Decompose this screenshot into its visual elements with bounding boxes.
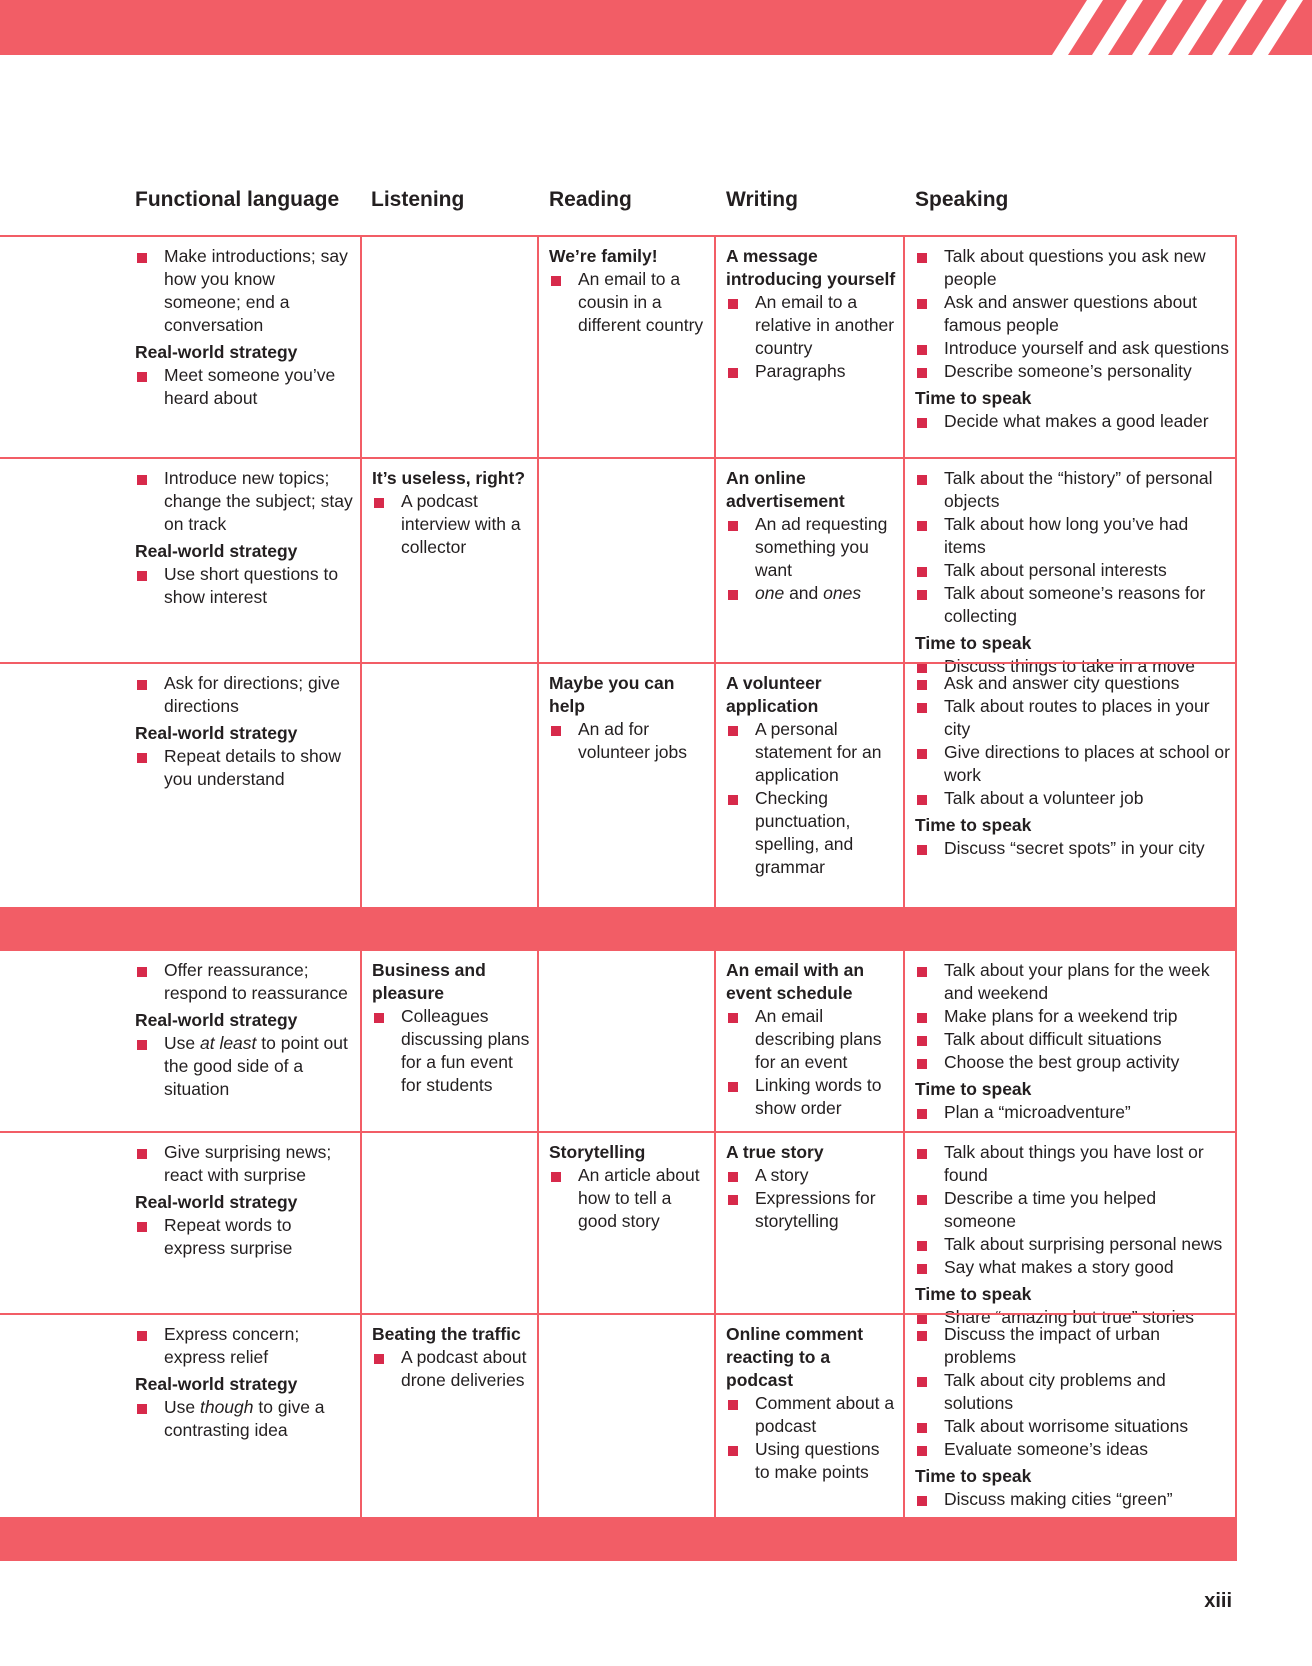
cell-listening bbox=[361, 237, 537, 457]
speaking-list bbox=[915, 959, 1230, 1074]
text-run: Use bbox=[164, 1033, 200, 1053]
bullet-item: A story bbox=[726, 1164, 897, 1187]
bullet-item: Share “amazing but true” stories bbox=[915, 1306, 1230, 1329]
text-run: though bbox=[199, 1397, 254, 1417]
strategy-label: Real-world strategy bbox=[135, 342, 298, 362]
listening-list bbox=[372, 1005, 531, 1097]
cell-writing bbox=[715, 1315, 903, 1517]
cell-writing bbox=[715, 459, 903, 662]
header-writing: Writing bbox=[726, 188, 798, 211]
bullet-item: Talk about personal interests bbox=[915, 559, 1230, 582]
strategy-list bbox=[135, 563, 354, 609]
header-speaking: Speaking bbox=[915, 188, 1009, 211]
listening-list bbox=[372, 490, 531, 559]
functional-list bbox=[135, 959, 354, 1005]
time-to-speak-label: Time to speak bbox=[915, 1079, 1032, 1099]
time-to-speak-list bbox=[915, 1101, 1230, 1124]
text-run: Meet someone you’ve heard about bbox=[164, 365, 336, 408]
reading-list bbox=[549, 268, 708, 337]
time-to-speak-label: Time to speak bbox=[915, 1284, 1032, 1304]
writing-title: Online comment reacting to a podcast bbox=[726, 1324, 864, 1390]
bullet-item: Talk about worrisome situations bbox=[915, 1415, 1230, 1438]
table-row bbox=[0, 949, 1237, 1131]
cell-writing bbox=[715, 664, 903, 907]
strategy-list bbox=[135, 364, 354, 410]
functional-list bbox=[135, 672, 354, 718]
bullet-item: Choose the best group activity bbox=[915, 1051, 1230, 1074]
strategy-list bbox=[135, 745, 354, 791]
functional-list bbox=[135, 1141, 354, 1187]
bullet-item: Discuss making cities “green” bbox=[915, 1488, 1230, 1511]
bullet-item: Talk about questions you ask new people bbox=[915, 245, 1230, 291]
time-to-speak-list bbox=[915, 410, 1230, 433]
bullet-item: A podcast interview with a collector bbox=[372, 490, 531, 559]
bullet-item: Talk about someone’s reasons for collecting bbox=[915, 582, 1230, 628]
cell-speaking bbox=[904, 1133, 1236, 1327]
cell-listening bbox=[361, 1315, 537, 1517]
cell-functional-language bbox=[125, 237, 360, 457]
strategy-label: Real-world strategy bbox=[135, 723, 298, 743]
cell-speaking bbox=[904, 237, 1236, 457]
cell-functional-language bbox=[125, 951, 360, 1131]
strategy-label: Real-world strategy bbox=[135, 541, 298, 561]
bullet-item: Give directions to places at school or work bbox=[915, 741, 1230, 787]
diagonal-stripes-decoration bbox=[1032, 0, 1312, 55]
bullet-item: Talk about difficult situations bbox=[915, 1028, 1230, 1051]
speaking-list bbox=[915, 1141, 1230, 1279]
bullet-item: Decide what makes a good leader bbox=[915, 410, 1230, 433]
bullet-item: Talk about routes to places in your city bbox=[915, 695, 1230, 741]
bullet-item: Give surprising news; react with surprise bbox=[135, 1141, 354, 1187]
bullet-item: Comment about a podcast bbox=[726, 1392, 897, 1438]
bullet-item: Checking punctuation, spelling, and grammar bbox=[726, 787, 897, 879]
bullet-item: A podcast about drone deliveries bbox=[372, 1346, 531, 1392]
reading-title: Maybe you can help bbox=[549, 673, 675, 716]
speaking-list bbox=[915, 245, 1230, 383]
strategy-label: Real-world strategy bbox=[135, 1192, 298, 1212]
bullet-item: Discuss “secret spots” in your city bbox=[915, 837, 1230, 860]
table-row bbox=[0, 662, 1237, 907]
column-headers bbox=[0, 188, 1240, 218]
functional-list bbox=[135, 245, 354, 337]
bullet-item bbox=[726, 582, 897, 605]
text-run: Repeat words to express surprise bbox=[164, 1215, 293, 1258]
cell-listening bbox=[361, 1133, 537, 1313]
strategy-list bbox=[135, 1396, 354, 1442]
bullet-item: Introduce new topics; change the subject; stay on track bbox=[135, 467, 354, 536]
speaking-list bbox=[915, 1323, 1230, 1461]
header-functional-language: Functional language bbox=[135, 188, 340, 211]
time-to-speak-list bbox=[915, 1488, 1230, 1511]
bullet-item: An email to a cousin in a different country bbox=[549, 268, 708, 337]
bullet-item: Talk about a volunteer job bbox=[915, 787, 1230, 810]
bullet-item: Discuss things to take in a move bbox=[915, 655, 1230, 678]
cell-functional-language bbox=[125, 664, 360, 907]
cell-functional-language bbox=[125, 1133, 360, 1313]
bullet-item: Paragraphs bbox=[726, 360, 897, 383]
bullet-item: Talk about surprising personal news bbox=[915, 1233, 1230, 1256]
text-run: ones bbox=[823, 583, 862, 603]
cell-reading bbox=[538, 664, 714, 907]
cell-speaking bbox=[904, 459, 1236, 676]
functional-list bbox=[135, 467, 354, 536]
strategy-label: Real-world strategy bbox=[135, 1374, 298, 1394]
bullet-item: Linking words to show order bbox=[726, 1074, 897, 1120]
cell-reading bbox=[538, 1315, 714, 1517]
writing-title: A message introducing yourself bbox=[726, 246, 896, 289]
bullet-item: Talk about city problems and solutions bbox=[915, 1369, 1230, 1415]
time-to-speak-label: Time to speak bbox=[915, 815, 1032, 835]
bullet-item bbox=[135, 1214, 354, 1260]
writing-list bbox=[726, 1005, 897, 1120]
text-run: and bbox=[784, 583, 824, 603]
bullet-item: Describe a time you helped someone bbox=[915, 1187, 1230, 1233]
strategy-list bbox=[135, 1032, 354, 1101]
functional-list bbox=[135, 1323, 354, 1369]
bullet-item: Talk about the “history” of personal objects bbox=[915, 467, 1230, 513]
bullet-item: An ad for volunteer jobs bbox=[549, 718, 708, 764]
bullet-item: Discuss the impact of urban problems bbox=[915, 1323, 1230, 1369]
speaking-list bbox=[915, 467, 1230, 628]
cell-writing bbox=[715, 951, 903, 1131]
listening-title: It’s useless, right? bbox=[372, 468, 526, 488]
cell-functional-language bbox=[125, 459, 360, 662]
cell-reading bbox=[538, 459, 714, 662]
cell-listening bbox=[361, 951, 537, 1131]
bullet-item: Evaluate someone’s ideas bbox=[915, 1438, 1230, 1461]
bullet-item: Express concern; express relief bbox=[135, 1323, 354, 1369]
cell-reading bbox=[538, 237, 714, 457]
top-banner bbox=[0, 0, 1312, 55]
bullet-item: Talk about things you have lost or found bbox=[915, 1141, 1230, 1187]
bullet-item: Ask and answer city questions bbox=[915, 672, 1230, 695]
table-row bbox=[0, 235, 1237, 457]
time-to-speak-label: Time to speak bbox=[915, 388, 1032, 408]
bullet-item: Colleagues discussing plans for a fun event for students bbox=[372, 1005, 531, 1097]
cell-listening bbox=[361, 664, 537, 907]
bullet-item: Talk about your plans for the week and weekend bbox=[915, 959, 1230, 1005]
bullet-item: An email describing plans for an event bbox=[726, 1005, 897, 1074]
time-to-speak-list bbox=[915, 837, 1230, 860]
writing-list bbox=[726, 513, 897, 605]
bullet-item: A personal statement for an application bbox=[726, 718, 897, 787]
table-row bbox=[0, 1313, 1237, 1519]
time-to-speak-label: Time to speak bbox=[915, 633, 1032, 653]
bullet-item: Describe someone’s personality bbox=[915, 360, 1230, 383]
cell-writing bbox=[715, 1133, 903, 1313]
table-row bbox=[0, 457, 1237, 676]
writing-list bbox=[726, 1164, 897, 1233]
bullet-item: Ask for directions; give directions bbox=[135, 672, 354, 718]
text-run: to point out the good side of a situation bbox=[164, 1033, 348, 1099]
text-run: Use short questions to show interest bbox=[164, 564, 339, 607]
text-run: Use bbox=[164, 1397, 200, 1417]
speaking-list bbox=[915, 672, 1230, 810]
cell-speaking bbox=[904, 664, 1236, 907]
reading-list bbox=[549, 718, 708, 764]
reading-title: Storytelling bbox=[549, 1142, 646, 1162]
bullet-item: Plan a “microadventure” bbox=[915, 1101, 1230, 1124]
section-band bbox=[0, 1519, 1237, 1561]
bullet-item: Make introductions; say how you know someone; end a conversation bbox=[135, 245, 354, 337]
text-run: one bbox=[755, 583, 785, 603]
bullet-item bbox=[135, 745, 354, 791]
bullet-item: Make plans for a weekend trip bbox=[915, 1005, 1230, 1028]
cell-speaking bbox=[904, 951, 1236, 1131]
cell-listening bbox=[361, 459, 537, 662]
text-run: at least bbox=[199, 1033, 257, 1053]
bullet-item: An article about how to tell a good story bbox=[549, 1164, 708, 1233]
time-to-speak-label: Time to speak bbox=[915, 1466, 1032, 1486]
bullet-item: An email to a relative in another country bbox=[726, 291, 897, 360]
writing-title: An online advertisement bbox=[726, 468, 845, 511]
bullet-item: Using questions to make points bbox=[726, 1438, 897, 1484]
bullet-item: Introduce yourself and ask questions bbox=[915, 337, 1230, 360]
writing-list bbox=[726, 1392, 897, 1484]
cell-functional-language bbox=[125, 1315, 360, 1517]
bullet-item: An ad requesting something you want bbox=[726, 513, 897, 582]
writing-title: A true story bbox=[726, 1142, 824, 1162]
cell-reading bbox=[538, 1133, 714, 1313]
bullet-item bbox=[135, 563, 354, 609]
bullet-item: Offer reassurance; respond to reassurance bbox=[135, 959, 354, 1005]
writing-title: A volunteer application bbox=[726, 673, 822, 716]
cell-speaking bbox=[904, 1315, 1236, 1517]
writing-title: An email with an event schedule bbox=[726, 960, 865, 1003]
header-reading: Reading bbox=[549, 188, 632, 211]
strategy-label: Real-world strategy bbox=[135, 1010, 298, 1030]
bullet-item bbox=[135, 1032, 354, 1101]
listening-title: Beating the traffic bbox=[372, 1324, 521, 1344]
text-run: to give a contrasting idea bbox=[164, 1397, 325, 1440]
strategy-list bbox=[135, 1214, 354, 1260]
page-number: xiii bbox=[1204, 1590, 1232, 1612]
bullet-item: Ask and answer questions about famous people bbox=[915, 291, 1230, 337]
writing-list bbox=[726, 291, 897, 383]
bullet-item: Talk about how long you’ve had items bbox=[915, 513, 1230, 559]
writing-list bbox=[726, 718, 897, 879]
listening-title: Business and pleasure bbox=[372, 960, 486, 1003]
text-run: Repeat details to show you understand bbox=[164, 746, 342, 789]
table-row bbox=[0, 1131, 1237, 1327]
cell-writing bbox=[715, 237, 903, 457]
reading-title: We’re family! bbox=[549, 246, 658, 266]
contents-table bbox=[0, 235, 1237, 1561]
header-listening: Listening bbox=[371, 188, 465, 211]
bullet-item bbox=[135, 1396, 354, 1442]
listening-list bbox=[372, 1346, 531, 1392]
cell-reading bbox=[538, 951, 714, 1131]
bullet-item: Expressions for storytelling bbox=[726, 1187, 897, 1233]
section-band bbox=[0, 907, 1237, 949]
reading-list bbox=[549, 1164, 708, 1233]
bullet-item: Say what makes a story good bbox=[915, 1256, 1230, 1279]
bullet-item bbox=[135, 364, 354, 410]
